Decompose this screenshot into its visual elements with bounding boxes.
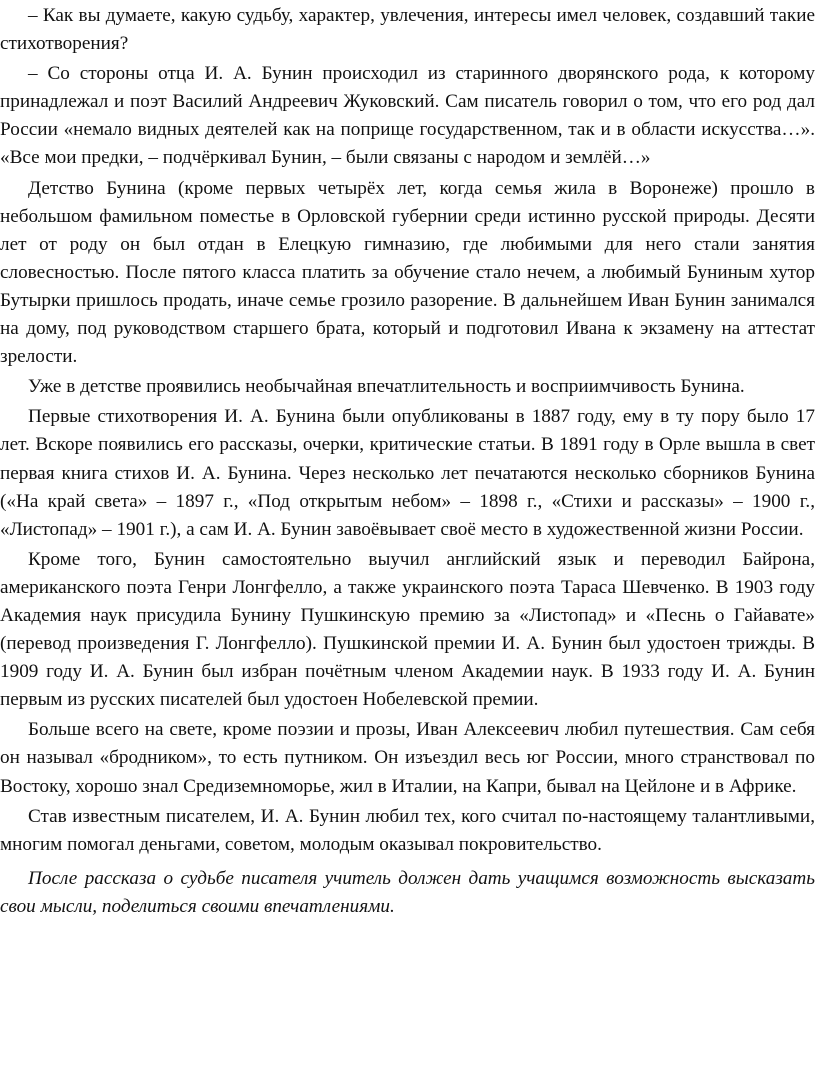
paragraph-childhood: Детство Бунина (кроме первых четырёх лет, когда семья жила в Воронеже) прошло в небольшом фамильном поместье в Орловской губернии среди истинно русской природы. Десяти лет от роду он был отдан в Елецкую гимназию, где любимыми для него стали занятия словесностью. После пятого класса платить за обучение стало нечем, а любимый Буниным хутор Бутырки пришлось продать, иначе семье грозило разорение. В дальнейшем Иван Бунин занимался на дому, под руководством старшего брата, который и подготовил Ивана к экзамену на аттестат зрелости. [0,177,815,368]
paragraph-translations-awards: Кроме того, Бунин самостоятельно выучил английский язык и переводил Байрона, американского поэта Генри Лонгфелло, а также украинского поэта Тараса Шевченко. В 1903 году Академия наук присудила Бунину Пушкинскую премию за «Листопад» и «Песнь о Гайавате» (перевод произведения Г. Лонгфелло). Пушкинской премии И. А. Бунин был удостоен трижды. В 1909 году И. А. Бунин был избран почётным членом Академии наук. В 1933 году И. А. Бунин первым из русских писателей был удостоен Нобелевской премии. [0,548,815,711]
paragraph-patronage: Став известным писателем, И. А. Бунин любил тех, кого считал по-настоящему талантливыми, многим помогал деньгами, советом, молодым оказывал покровительство. [0,805,815,855]
paragraph-impressionability: Уже в детстве проявились необычайная впечатлительность и восприимчивость Бунина. [28,376,745,398]
teacher-note: После рассказа о судьбе писателя учитель должен дать учащимся возможность высказать свои мысли, поделиться своими впечатлениями. [0,867,815,917]
question-paragraph: – Как вы думаете, какую судьбу, характер, увлечения, интересы имел человек, создавший такие стихотворения? [0,5,815,55]
paragraph-first-poems: Первые стихотворения И. А. Бунина были опубликованы в 1887 году, ему в ту пору было 17 лет. Вскоре появились его рассказы, очерки, критические статьи. В 1891 году в Орле вышла в свет первая книга стихов И. А. Бунина. Через несколько лет печатаются несколько сборников Бунина («На край света» – 1897 г., «Под открытым небом» – 1898 г., «Стихи и рассказы» – 1900 г., «Листопад» – 1901 г.), а сам И. А. Бунин завоёвывает своё место в художественной жизни России. [0,406,815,540]
paragraph-origin: – Со стороны отца И. А. Бунин происходил из старинного дворянского рода, к которому принадлежал и поэт Василий Андреевич Жуковский. Сам писатель говорил о том, что его род дал России «немало видных деятелей как на поприще государственном, так и в области искусства…». «Все мои предки, – подчёркивал Бунин, – были связаны с народом и землёй…» [0,63,815,169]
paragraph-travels: Больше всего на свете, кроме поэзии и прозы, Иван Алексеевич любил путешествия. Сам себя он называл «бродником», то есть путником. Он изъездил весь юг России, много странствовал по Востоку, хорошо знал Средиземноморье, жил в Италии, на Капри, бывал на Цейлоне и в Африке. [0,719,815,797]
